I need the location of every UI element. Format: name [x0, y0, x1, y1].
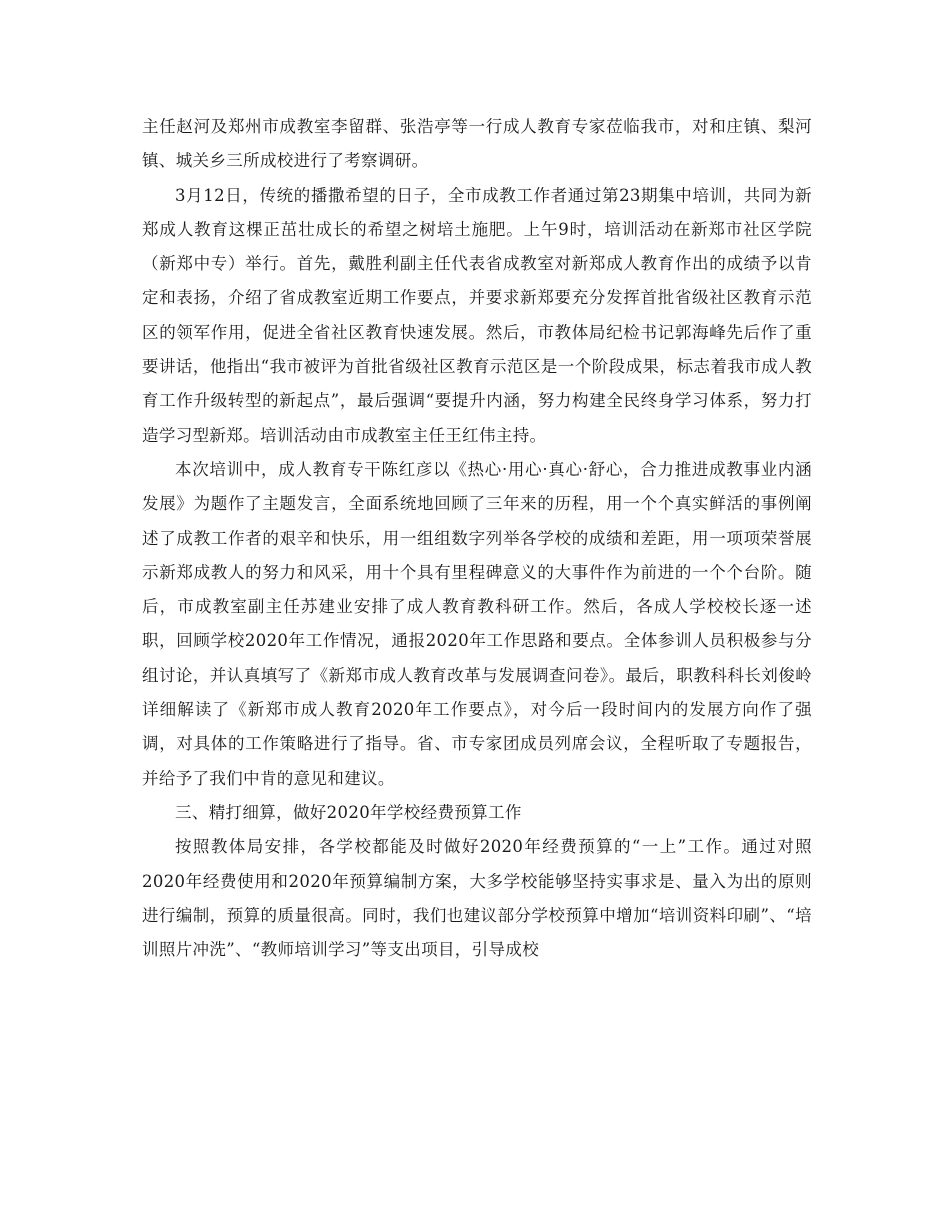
section-heading-budget: 三、精打细算，做好2020年学校经费预算工作	[175, 802, 522, 822]
paragraph-training-content: 本次培训中，成人教育专干陈红彦以《热心·用心·真心·舒心，合力推进成教事业内涵发展》为题作了主题发言，全面系统地回顾了三年来的历程，用一个个真实鲜活的事例阐述了成教工作者的艰辛和快乐，用一组组数字列举各学校的成绩和差距，用一项项荣誉展示新郑成教人的努力和风采，用十个具有里程碑意义的大事件作为前进的一个个台阶。随后，市成教室副主任苏建业安排了成人教育教科研工作。然后，各成人学校校长逐一述职，回顾学校2020年工作情况，通报2020年工作思路和要点。全体参训人员积极参与分组讨论，并认真填写了《新郑市成人教育改革与发展调查问卷》。最后，职教科科长刘俊岭详细解读了《新郑市成人教育2020年工作要点》，对今后一段时间内的发展方向作了强调，对具体的工作策略进行了指导。省、市专家团成员列席会议，全程听取了专题报告，并给予了我们中肯的意见和建议。	[142, 459, 812, 788]
paragraph-training-event: 3月12日，传统的播撒希望的日子，全市成教工作者通过第23期集中培训，共同为新郑成人教育这棵正茁壮成长的希望之树培土施肥。上午9时，培训活动在新郑市社区学院（新郑中专）举行。首先，戴胜利副主任代表省成教室对新郑成人教育作出的成绩予以肯定和表扬，介绍了省成教室近期工作要点，并要求新郑要充分发挥首批省级社区教育示范区的领军作用，促进全省社区教育快速发展。然后，市教体局纪检书记郭海峰先后作了重要讲话，他指出“我市被评为首批省级社区教育示范区是一个阶段成果，标志着我市成人教育工作升级转型的新起点”，最后强调“要提升内涵，努力构建全民终身学习体系，努力打造学习型新郑。培训活动由市成教室主任王红伟主持。	[142, 185, 812, 445]
document-page	[142, 110, 812, 967]
paragraph-budget: 按照教体局安排，各学校都能及时做好2020年经费预算的“一上”工作。通过对照2020年经费使用和2020年预算编制方案，大多学校能够坚持实事求是、量入为出的原则进行编制，预算的质量很高。同时，我们也建议部分学校预算中增加“培训资料印刷”、“培训照片冲洗”、“教师培训学习”等支出项目，引导成校	[142, 837, 812, 960]
paragraph-continued: 主任赵河及郑州市成教室李留群、张浩亭等一行成人教育专家莅临我市，对和庄镇、梨河镇、城关乡三所成校进行了考察调研。	[142, 117, 812, 171]
